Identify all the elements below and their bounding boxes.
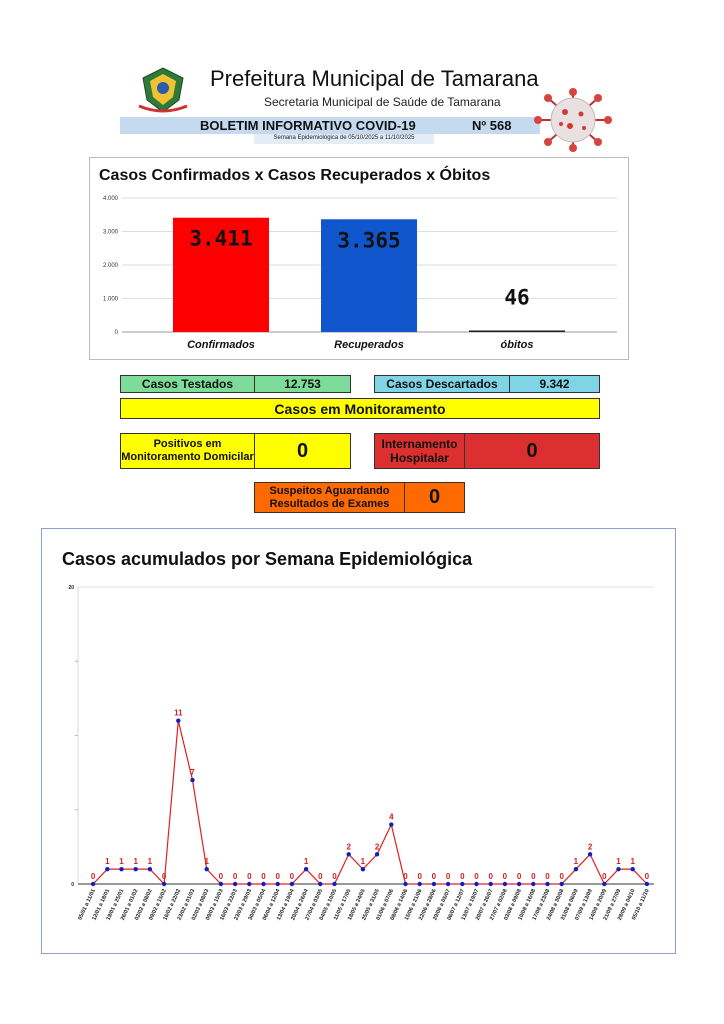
x-tick-label: 14/09 a 20/09 [588,888,609,922]
data-label: 1 [147,857,153,867]
x-tick-label: 06/07 a 12/07 [446,888,467,922]
data-label: 0 [559,872,564,881]
category-label: Recuperados [334,339,404,351]
x-tick-label: 21/09 a 27/09 [602,888,623,922]
data-point [560,882,564,886]
data-label: 1 [616,857,621,867]
x-tick-label: 01/06 a 07/06 [375,888,396,922]
data-point [205,867,209,871]
data-point [418,882,422,886]
x-tick-label: 12/01 a 18/01 [91,888,112,922]
data-label: 0 [445,872,451,881]
week-range: Semana Epidemiológica de 05/10/2025 a 11/10/2025 [273,135,415,141]
y-tick-label: 4.000 [102,196,118,202]
discarded-label: Casos Descartados [374,375,510,393]
weekly-line-chart [41,578,674,950]
data-point [489,882,493,886]
data-point [276,882,280,886]
data-label: 0 [516,872,522,881]
data-point [233,882,237,886]
summary-chart-title: Casos Confirmados x Casos Recuperados x Óbitos [99,167,491,184]
series-line [90,721,647,884]
x-tick-label: 05/01 a 11/01 [77,888,97,922]
bar-value-label: 3.411 [189,226,253,251]
data-point [261,882,265,886]
x-tick-label: 13/07 a 19/07 [460,888,481,922]
category-label: Confirmados [187,339,255,351]
data-label: 0 [474,872,479,881]
hospital-label: Internamento Hospitalar [374,433,465,469]
bulletin-number: Nº 568 [472,118,512,133]
bar-value-label: 46 [504,285,530,310]
x-tick-label: 11/05 a 17/05 [332,888,353,922]
weekly-chart-title: Casos acumulados por Semana Epidemiológica [62,549,473,569]
data-point [503,882,507,886]
data-point [91,882,95,886]
x-tick-label: 04/05 a 10/05 [318,888,339,922]
data-point [176,718,180,722]
data-label: 1 [119,857,124,867]
data-label: 7 [190,768,195,778]
data-point [645,882,649,886]
data-label: 1 [133,857,138,867]
x-tick-label: 10/08 a 16/08 [517,888,538,922]
page-subtitle: Secretaria Municipal de Saúde de Tamarana [264,95,501,109]
x-tick-label: 27/07 a 02/08 [489,888,509,922]
data-point [432,882,436,886]
data-label: 0 [531,872,536,881]
coat-of-arms-logo [137,66,189,116]
data-label: 0 [644,872,650,881]
data-point [361,867,365,871]
data-label: 1 [630,857,635,867]
virus-illustration [532,88,614,152]
data-point [347,852,351,856]
x-tick-label: 29/06 a 05/07 [432,888,452,922]
x-tick-label: 24/08 a 30/08 [545,888,566,922]
data-point [531,882,535,886]
data-label: 0 [417,872,422,881]
data-label: 1 [303,857,309,867]
data-label: 1 [204,857,209,867]
data-point [148,867,152,871]
data-point [403,882,407,886]
x-tick-label: 05/10 a 11/10 [631,888,651,922]
x-tick-label: 26/01 a 01/02 [119,888,140,922]
tested-label: Casos Testados [120,375,255,393]
bar-óbitos [469,330,565,332]
x-tick-label: 13/04 a 19/04 [276,888,296,922]
x-tick-label: 09/02 a 15/02 [148,888,168,922]
data-label: 1 [105,857,110,867]
data-label: 0 [431,872,437,881]
data-label: 0 [488,872,493,881]
y-tick-label: 0 [71,882,74,888]
data-point [460,882,464,886]
hospital-value: 0 [464,433,600,469]
data-point [446,882,450,886]
x-tick-label: 28/09 a 04/10 [616,888,637,922]
data-label: 0 [318,872,323,881]
data-label: 0 [247,872,252,881]
data-label: 0 [332,872,337,881]
x-tick-label: 16/02 a 22/02 [162,888,183,922]
x-tick-label: 20/07 a 26/07 [474,888,495,922]
data-label: 0 [218,872,224,881]
data-point [389,822,393,826]
home-monitoring-value: 0 [254,433,351,469]
data-label: 1 [573,857,579,867]
discarded-value: 9.342 [509,375,600,393]
x-tick-label: 15/06 a 21/06 [403,888,424,922]
x-tick-label: 20/04 a 26/04 [290,888,310,922]
monitoring-header: Casos em Monitoramento [120,398,600,419]
bulletin-title: BOLETIM INFORMATIVO COVID-19 [200,118,416,133]
data-point [119,867,123,871]
data-label: 0 [289,872,295,881]
data-point [190,778,194,782]
x-tick-label: 22/06 a 28/06 [418,888,438,922]
x-tick-label: 09/03 a 15/03 [205,888,225,922]
x-tick-label: 23/03 a 29/03 [233,888,254,922]
x-tick-label: 06/04 a 12/04 [261,888,282,922]
data-label: 0 [545,872,550,881]
data-label: 2 [346,842,351,852]
data-label: 4 [389,812,394,822]
data-point [474,882,478,886]
pending-label: Suspeitos Aguardando Resultados de Exames [254,482,405,513]
data-point [545,882,549,886]
data-label: 0 [602,872,607,881]
x-tick-label: 17/08 a 23/08 [531,888,552,922]
pending-value: 0 [404,482,465,513]
x-tick-label: 27/04 a 03/05 [304,888,325,922]
bar-value-label: 3.365 [337,228,401,253]
x-tick-label: 08/06 a 14/06 [389,888,410,922]
data-label: 0 [502,872,508,881]
x-tick-label: 19/01 a 25/01 [105,888,126,922]
y-tick-label: 2.000 [102,263,118,269]
x-tick-label: 30/03 a 05/04 [247,888,268,922]
page-title: Prefeitura Municipal de Tamarana [210,66,539,91]
data-point [318,882,322,886]
data-point [219,882,223,886]
data-label: 0 [403,872,408,881]
x-tick-label: 02/02 a 08/02 [134,888,154,922]
data-label: 0 [261,872,266,881]
tested-value: 12.753 [254,375,351,393]
data-point [162,882,166,886]
data-point [588,852,592,856]
data-label: 0 [460,872,465,881]
home-monitoring-label: Positivos em Monitoramento Domicilar [120,433,255,469]
x-tick-label: 03/08 a 09/08 [503,888,523,922]
data-label: 2 [587,842,593,852]
data-point [304,867,308,871]
data-label: 1 [360,857,366,867]
y-tick-label: 3.000 [102,229,118,236]
data-label: 11 [174,708,183,718]
data-label: 0 [275,872,280,881]
x-tick-label: 18/05 a 24/05 [347,888,367,922]
summary-bar-chart [89,185,629,355]
data-point [290,882,294,886]
data-point [574,867,578,871]
y-tick-label: 20 [68,585,74,591]
data-point [517,882,521,886]
data-point [602,882,606,886]
data-point [332,882,336,886]
x-tick-label: 16/03 a 22/03 [219,888,239,922]
y-tick-label: 0 [114,330,118,336]
data-point [247,882,251,886]
x-tick-label: 31/08 a 06/09 [560,888,580,922]
category-label: óbitos [500,339,534,351]
x-tick-label: 02/03 a 08/03 [190,888,211,922]
x-tick-label: 25/05 a 31/05 [361,888,381,922]
x-tick-label: 23/02 a 01/03 [176,888,197,922]
data-label: 2 [374,842,380,852]
data-point [375,852,379,856]
data-point [105,867,109,871]
data-label: 0 [232,872,238,881]
data-point [631,867,635,871]
data-label: 0 [90,872,96,881]
data-point [134,867,138,871]
y-tick-label: 1.000 [102,296,118,303]
data-point [616,867,620,871]
data-label: 0 [161,872,167,881]
x-tick-label: 07/09 a 13/09 [574,888,594,922]
